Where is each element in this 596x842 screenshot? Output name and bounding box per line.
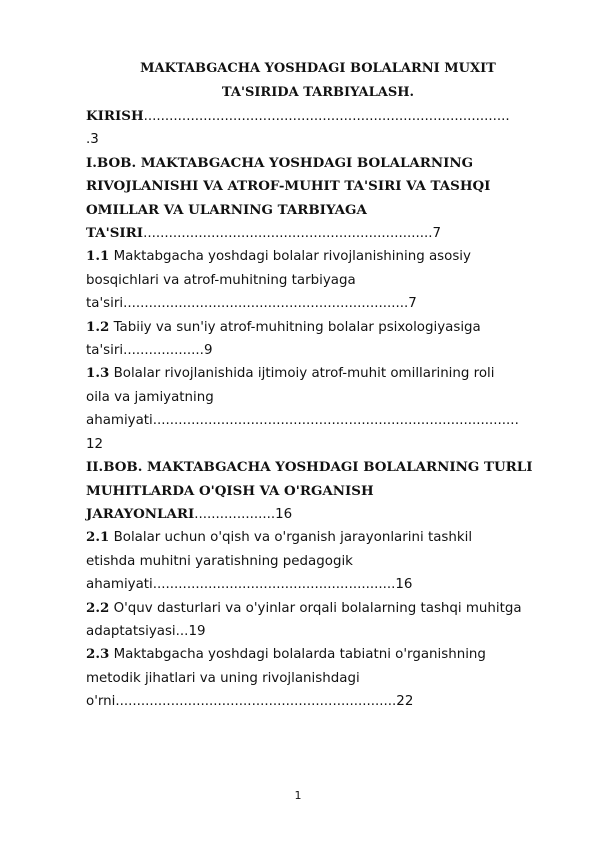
toc-page-number: 9 xyxy=(203,343,213,359)
section-number: 2.3 xyxy=(86,646,110,663)
section-number: 1.2 xyxy=(86,318,110,335)
toc-section-1-1-line-2[interactable]: bosqichlari va atrof-muhitning tarbiyaga xyxy=(86,272,356,288)
toc-section-2-1-line-1[interactable] xyxy=(86,526,554,549)
toc-page-number: 7 xyxy=(408,296,417,312)
section-title: Bolalar rivojlanishida ijtimoiy atrof-muhit omillarining roli xyxy=(113,366,495,382)
toc-chapter-1-line-4[interactable] xyxy=(86,222,554,245)
section-title: ahamiyati xyxy=(86,413,153,429)
toc-section-1-2-line-2[interactable] xyxy=(86,339,554,362)
toc-page-number: 19 xyxy=(188,623,206,639)
toc-dots: ................................................................... xyxy=(123,296,409,312)
toc-page-number: 16 xyxy=(275,506,293,522)
toc-section-2-3-line-2[interactable]: metodik jihatlari va uning rivojlanishdagi xyxy=(86,670,360,686)
section-number: 1.1 xyxy=(86,248,110,265)
title-line-1: MAKTABGACHA YOSHDAGI BOLALARNI MUXIT xyxy=(140,61,496,76)
section-title: Bolalar uchun o'qish va o'rganish jarayonlarini tashkil xyxy=(113,530,473,546)
toc-dots: ... xyxy=(175,623,189,639)
section-title: o'rni xyxy=(86,694,116,710)
section-title: ta'siri xyxy=(86,343,124,359)
toc-section-1-3-line-1[interactable] xyxy=(86,362,554,385)
toc-section-1-3-page: 12 xyxy=(86,436,104,452)
toc-section-1-3-line-2[interactable]: oila va jamiyatning xyxy=(86,389,214,405)
toc-section-2-3-line-1[interactable] xyxy=(86,643,554,666)
toc-section-2-1-line-2[interactable]: etishda muhitni yaratishning pedagogik xyxy=(86,553,353,569)
toc-section-2-1-line-3[interactable] xyxy=(86,573,554,596)
toc-entry-intro[interactable] xyxy=(86,105,554,128)
toc-page-number: 7 xyxy=(432,226,442,242)
document-title xyxy=(86,57,550,105)
toc-chapter-2-line-2[interactable]: MUHITLARDA O'QISH VA O'RGANISH xyxy=(86,482,374,499)
section-title: Maktabgacha yoshdagi bolalar rivojlanishining asosiy xyxy=(113,249,471,265)
section-title: ahamiyati xyxy=(86,577,153,593)
section-title: adaptatsiyasi xyxy=(86,623,176,639)
title-line-2: TA'SIRIDA TARBIYALASH. xyxy=(221,85,415,100)
toc-dots: ...................................................................................... xyxy=(152,413,519,429)
toc-section-1-3-line-3[interactable] xyxy=(86,409,554,432)
toc-section-2-2-line-1[interactable] xyxy=(86,597,554,620)
toc-dots: ...................................................................................... xyxy=(143,109,510,124)
toc-chapter-1-line-2[interactable]: RIVOJLANISHI VA ATROF-MUHIT TA'SIRI VA TASHQI xyxy=(86,178,491,195)
toc-section-2-2-line-2[interactable] xyxy=(86,620,554,643)
section-title: Maktabgacha yoshdagi bolalarda tabiatni o'rganishning xyxy=(113,647,486,663)
toc-chapter-1-line-3[interactable]: OMILLAR VA ULARNING TARBIYAGA xyxy=(86,201,367,218)
section-title: Tabiiy va sun'iy atrof-muhitning bolalar psixologiyasiga xyxy=(113,319,481,335)
toc-page-number: 22 xyxy=(396,694,414,710)
toc-dots: ................... xyxy=(123,343,204,359)
toc-dots: ......................................................... xyxy=(152,577,396,593)
section-title: O'quv dasturlari va o'yinlar orqali bolalarning tashqi muhitga xyxy=(113,600,522,616)
toc-section-2-3-line-3[interactable] xyxy=(86,690,554,713)
section-number: 2.1 xyxy=(86,529,110,546)
toc-section-1-2-line-1[interactable] xyxy=(86,316,554,339)
toc-intro-page: .3 xyxy=(86,132,99,148)
page-number: 1 xyxy=(294,789,302,802)
section-title: ta'siri xyxy=(86,296,124,312)
toc-chapter-2-line-3[interactable] xyxy=(86,503,554,526)
toc-chapter-2-label: JARAYONLARI xyxy=(86,505,195,522)
toc-chapter-1-line-1[interactable]: I.BOB. MAKTABGACHA YOSHDAGI BOLALARNING xyxy=(86,154,474,171)
toc-chapter-1-label: TA'SIRI xyxy=(86,225,144,242)
toc-dots: .................................................................. xyxy=(115,694,397,710)
toc-page-number: 16 xyxy=(395,577,413,593)
toc-section-1-1-line-1[interactable] xyxy=(86,245,554,268)
section-number: 1.3 xyxy=(86,365,110,382)
toc-section-1-1-line-3[interactable] xyxy=(86,292,554,315)
section-number: 2.2 xyxy=(86,599,110,616)
toc-dots: .................................................................... xyxy=(143,226,433,242)
toc-chapter-2-line-1[interactable]: II.BOB. MAKTABGACHA YOSHDAGI BOLALARNING TURLI xyxy=(86,459,533,476)
table-of-contents xyxy=(86,105,554,714)
toc-dots: ................... xyxy=(194,506,276,522)
toc-intro-label: KIRISH xyxy=(86,108,144,124)
